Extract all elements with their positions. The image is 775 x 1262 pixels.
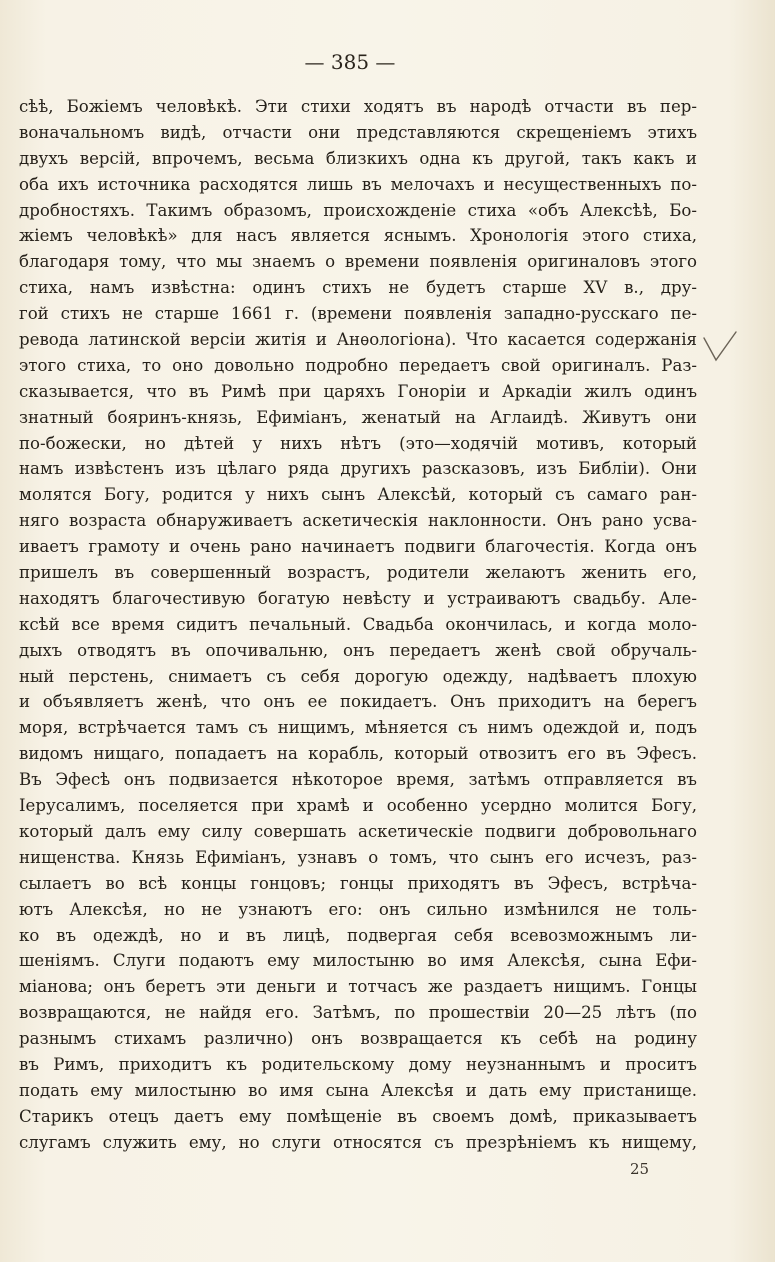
text-line: знатный бояринъ-князь, Ефиміанъ, женатый на Аглаидѣ. Живутъ они bbox=[19, 407, 697, 427]
text-line: двухъ версій, впрочемъ, весьма близкихъ одна къ другой, такъ какъ и bbox=[19, 148, 697, 168]
text-line: гой стихъ не старше 1661 г. (времени появленія западно-русскаго пе- bbox=[19, 304, 697, 324]
text-line: подать ему милостыню во имя сына Алексѣя и дать ему пристанище. bbox=[19, 1080, 697, 1100]
text-line: находятъ благочестивую богатую невѣсту и устраиваютъ свадьбу. Але- bbox=[19, 588, 697, 608]
text-line: сказывается, что въ Римѣ при царяхъ Гоноріи и Аркадіи жилъ одинъ bbox=[19, 381, 697, 401]
text-line: стиха, намъ извѣстна: одинъ стихъ не будетъ старше XV в., дру- bbox=[19, 278, 697, 298]
text-line: этого стиха, то оно довольно подробно передаетъ свой оригиналъ. Раз- bbox=[19, 355, 697, 375]
text-line: слугамъ служить ему, но слуги относятся съ презрѣніемъ къ нищему, bbox=[19, 1132, 697, 1152]
text-line: который далъ ему силу совершать аскетическіе подвиги добровольнаго bbox=[19, 821, 697, 841]
text-line: няго возраста обнаруживаетъ аскетическія наклонности. Онъ рано усва- bbox=[19, 511, 697, 531]
text-line: шеніямъ. Слуги подаютъ ему милостыню во имя Алексѣя, сына Ефи- bbox=[19, 951, 697, 971]
text-line: разнымъ стихамъ различно) онъ возвращается къ себѣ на родину bbox=[19, 1029, 697, 1049]
text-line: ревода латинской версіи житія и Анѳологіона). Что касается содержанія bbox=[19, 330, 697, 350]
text-line: оба ихъ источника расходятся лишь въ мелочахъ и несущественныхъ по- bbox=[19, 174, 697, 194]
text-line: ный перстень, снимаетъ съ себя дорогую одежду, надѣваетъ плохую bbox=[19, 666, 697, 686]
text-line: Старикъ отецъ даетъ ему помѣщеніе въ своемъ домѣ, приказываетъ bbox=[19, 1106, 697, 1126]
text-line: дыхъ отводятъ въ опочивальню, онъ передаетъ женѣ свой обручаль- bbox=[19, 640, 697, 660]
page-number-header: — 385 — bbox=[304, 50, 396, 74]
text-line: молятся Богу, родится у нихъ сынъ Алексѣй, который съ самаго ран- bbox=[19, 485, 697, 505]
text-line: міанова; онъ беретъ эти деньги и тотчасъ же раздаетъ нищимъ. Гонцы bbox=[19, 977, 697, 997]
margin-check-mark bbox=[702, 330, 738, 370]
text-line: пришелъ въ совершенный возрастъ, родители желаютъ женить его, bbox=[19, 563, 697, 583]
text-line: жіемъ человѣкѣ» для насъ является яснымъ. Хронологія этого стиха, bbox=[19, 226, 697, 246]
text-line: ко въ одеждѣ, но и въ лицѣ, подвергая себя всевозможнымъ ли- bbox=[19, 925, 697, 945]
body-text bbox=[19, 94, 697, 1156]
signature-mark: 25 bbox=[630, 1160, 650, 1178]
text-line: нищенства. Князь Ефиміанъ, узнавъ о томъ, что сынъ его исчезъ, раз- bbox=[19, 847, 697, 867]
text-line: сылаетъ во всѣ концы гонцовъ; гонцы приходятъ въ Эфесъ, встрѣча- bbox=[19, 873, 697, 893]
text-line: по-божески, но дѣтей у нихъ нѣтъ (это—ходячій мотивъ, который bbox=[19, 433, 697, 453]
text-line: благодаря тому, что мы знаемъ о времени появленія оригиналовъ этого bbox=[19, 252, 697, 272]
text-line: дробностяхъ. Такимъ образомъ, происхожденіе стиха «объ Алексѣѣ, Бо- bbox=[19, 200, 697, 220]
text-line: моря, встрѣчается тамъ съ нищимъ, мѣняется съ нимъ одеждой и, подъ bbox=[19, 718, 697, 738]
text-line: ксѣй все время сидитъ печальный. Свадьба окончилась, и когда моло- bbox=[19, 614, 697, 634]
text-line: ютъ Алексѣя, но не узнаютъ его: онъ сильно измѣнился не толь- bbox=[19, 899, 697, 919]
text-line: намъ извѣстенъ изъ цѣлаго ряда другихъ разсказовъ, изъ Библіи). Они bbox=[19, 459, 697, 479]
text-line: иваетъ грамоту и очень рано начинаетъ подвиги благочестія. Когда онъ bbox=[19, 537, 697, 557]
text-line: и объявляетъ женѣ, что онъ ее покидаетъ. Онъ приходитъ на берегъ bbox=[19, 692, 697, 712]
text-line: въ Римъ, приходитъ къ родительскому дому неузнаннымъ и проситъ bbox=[19, 1054, 697, 1074]
text-line: Іерусалимъ, поселяется при храмѣ и особенно усердно молится Богу, bbox=[19, 796, 697, 816]
text-line: возвращаются, не найдя его. Затѣмъ, по прошествіи 20—25 лѣтъ (по bbox=[19, 1003, 697, 1023]
text-line: сѣѣ, Божіемъ человѣкѣ. Эти стихи ходятъ въ народѣ отчасти въ пер- bbox=[19, 97, 697, 116]
text-line: Въ Эфесѣ онъ подвизается нѣкоторое время, затѣмъ отправляется въ bbox=[19, 770, 697, 790]
text-line: видомъ нищаго, попадаетъ на корабль, который отвозитъ его въ Эфесъ. bbox=[19, 744, 697, 764]
text-line: воначальномъ видѣ, отчасти они представляются скрещеніемъ этихъ bbox=[19, 122, 697, 142]
